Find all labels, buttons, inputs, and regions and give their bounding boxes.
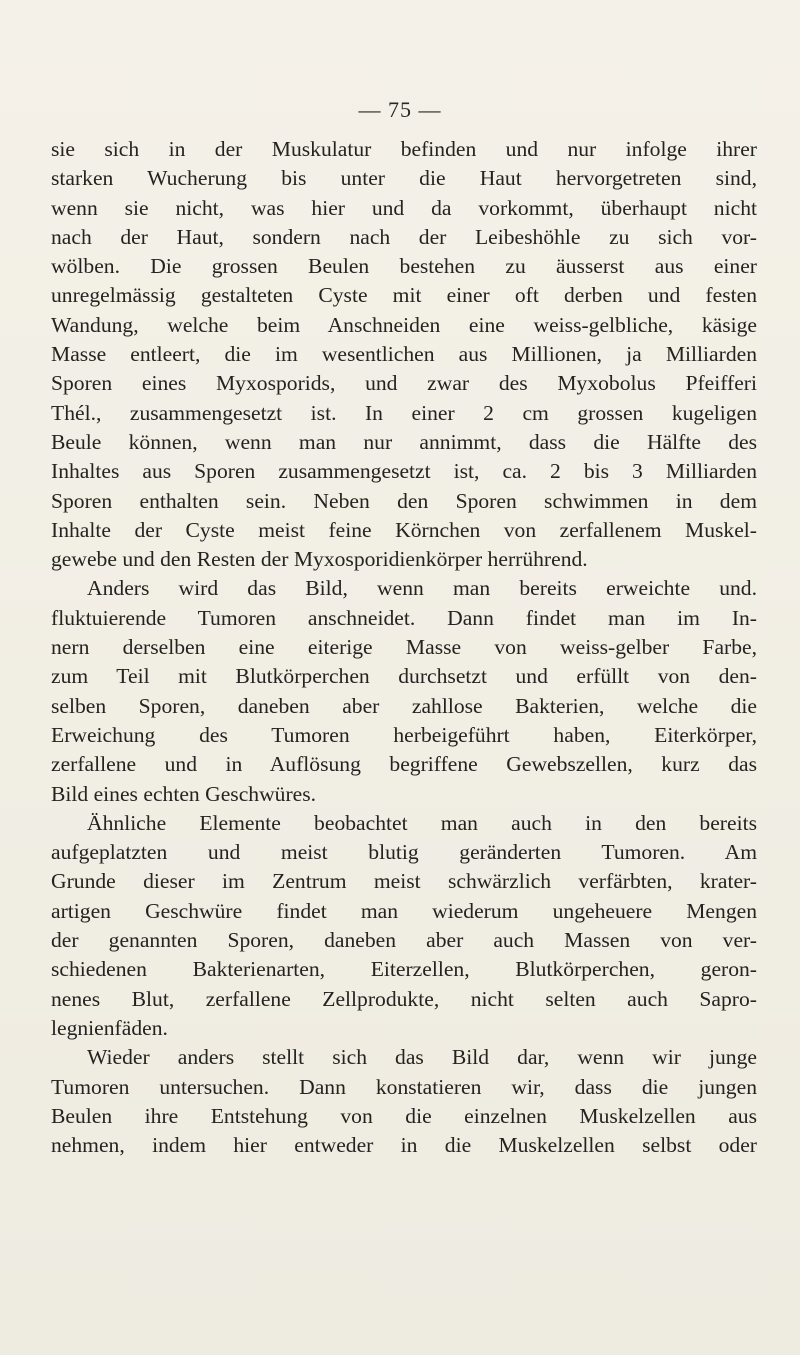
text-line: Inhaltes aus Sporen zusammengesetzt ist, ca. 2 bis 3 Milliarden [51, 459, 757, 484]
text-line: nach der Haut, sondern nach der Leibeshöhle zu sich vor- [51, 224, 757, 249]
text-line: Beule können, wenn man nur annimmt, dass die Hälfte des [51, 429, 757, 454]
text-line: Beulen ihre Entstehung von die einzelnen Muskelzellen aus [51, 1103, 757, 1128]
text-line: gewebe und den Resten der Myxosporidienkörper herrührend. [51, 547, 588, 572]
text-line: wenn sie nicht, was hier und da vorkommt, überhaupt nicht [51, 195, 757, 220]
paragraph-3 [51, 809, 757, 1043]
text-line: Bild eines echten Geschwüres. [51, 781, 317, 806]
text-line: wölben. Die grossen Beulen bestehen zu äusserst aus einer [51, 254, 757, 279]
text-line: legnienfäden. [51, 1015, 168, 1040]
text-line: der genannten Sporen, daneben aber auch Massen von ver- [51, 928, 757, 953]
text-line: Sporen eines Myxosporids, und zwar des Myxobolus Pfeifferi [51, 371, 757, 396]
text-line: zerfallene und in Auflösung begriffene Gewebszellen, kurz das [51, 752, 757, 777]
text-line: Grunde dieser im Zentrum meist schwärzlich verfärbten, krater- [51, 869, 757, 894]
text-line: starken Wucherung bis unter die Haut hervorgetreten sind, [51, 166, 757, 191]
text-line: schiedenen Bakterienarten, Eiterzellen, Blutkörperchen, geron- [51, 957, 757, 982]
text-line: Ähnliche Elemente beobachtet man auch in den bereits [87, 810, 757, 835]
text-line: Tumoren untersuchen. Dann konstatieren wir, dass die jungen [51, 1074, 757, 1099]
paragraph-4 [51, 1043, 757, 1160]
text-line: Sporen enthalten sein. Neben den Sporen schwimmen in dem [51, 488, 757, 513]
text-line: Wandung, welche beim Anschneiden eine weiss-gelbliche, käsige [51, 312, 757, 337]
text-line: aufgeplatzten und meist blutig geränderten Tumoren. Am [51, 840, 757, 865]
text-line: Wieder anders stellt sich das Bild dar, wenn wir junge [87, 1045, 757, 1070]
paragraph-2 [51, 574, 757, 808]
text-line: fluktuierende Tumoren anschneidet. Dann findet man im In- [51, 605, 757, 630]
text-line: Inhalte der Cyste meist feine Körnchen von zerfallenem Muskel- [51, 517, 757, 542]
text-line: sie sich in der Muskulatur befinden und nur infolge ihrer [51, 137, 757, 161]
text-line: zum Teil mit Blutkörperchen durchsetzt und erfüllt von den- [51, 664, 757, 689]
text-line: selben Sporen, daneben aber zahllose Bakterien, welche die [51, 693, 757, 718]
body-text [51, 135, 757, 1160]
text-line: unregelmässig gestalteten Cyste mit einer oft derben und festen [51, 283, 757, 308]
paragraph-1 [51, 135, 757, 574]
page-number: — 75 — [358, 97, 442, 122]
text-line: Anders wird das Bild, wenn man bereits erweichte und. [87, 576, 757, 601]
text-line: nern derselben eine eiterige Masse von weiss-gelber Farbe, [51, 635, 757, 660]
text-line: Erweichung des Tumoren herbeigeführt haben, Eiterkörper, [51, 722, 757, 747]
text-line: Masse entleert, die im wesentlichen aus Millionen, ja Milliarden [51, 342, 757, 367]
text-line: Thél., zusammengesetzt ist. In einer 2 cm grossen kugeligen [51, 400, 757, 425]
text-line: artigen Geschwüre findet man wiederum ungeheuere Mengen [51, 898, 757, 923]
text-line: nenes Blut, zerfallene Zellprodukte, nicht selten auch Sapro- [51, 986, 757, 1011]
text-line: nehmen, indem hier entweder in die Muskelzellen selbst oder [51, 1133, 757, 1158]
